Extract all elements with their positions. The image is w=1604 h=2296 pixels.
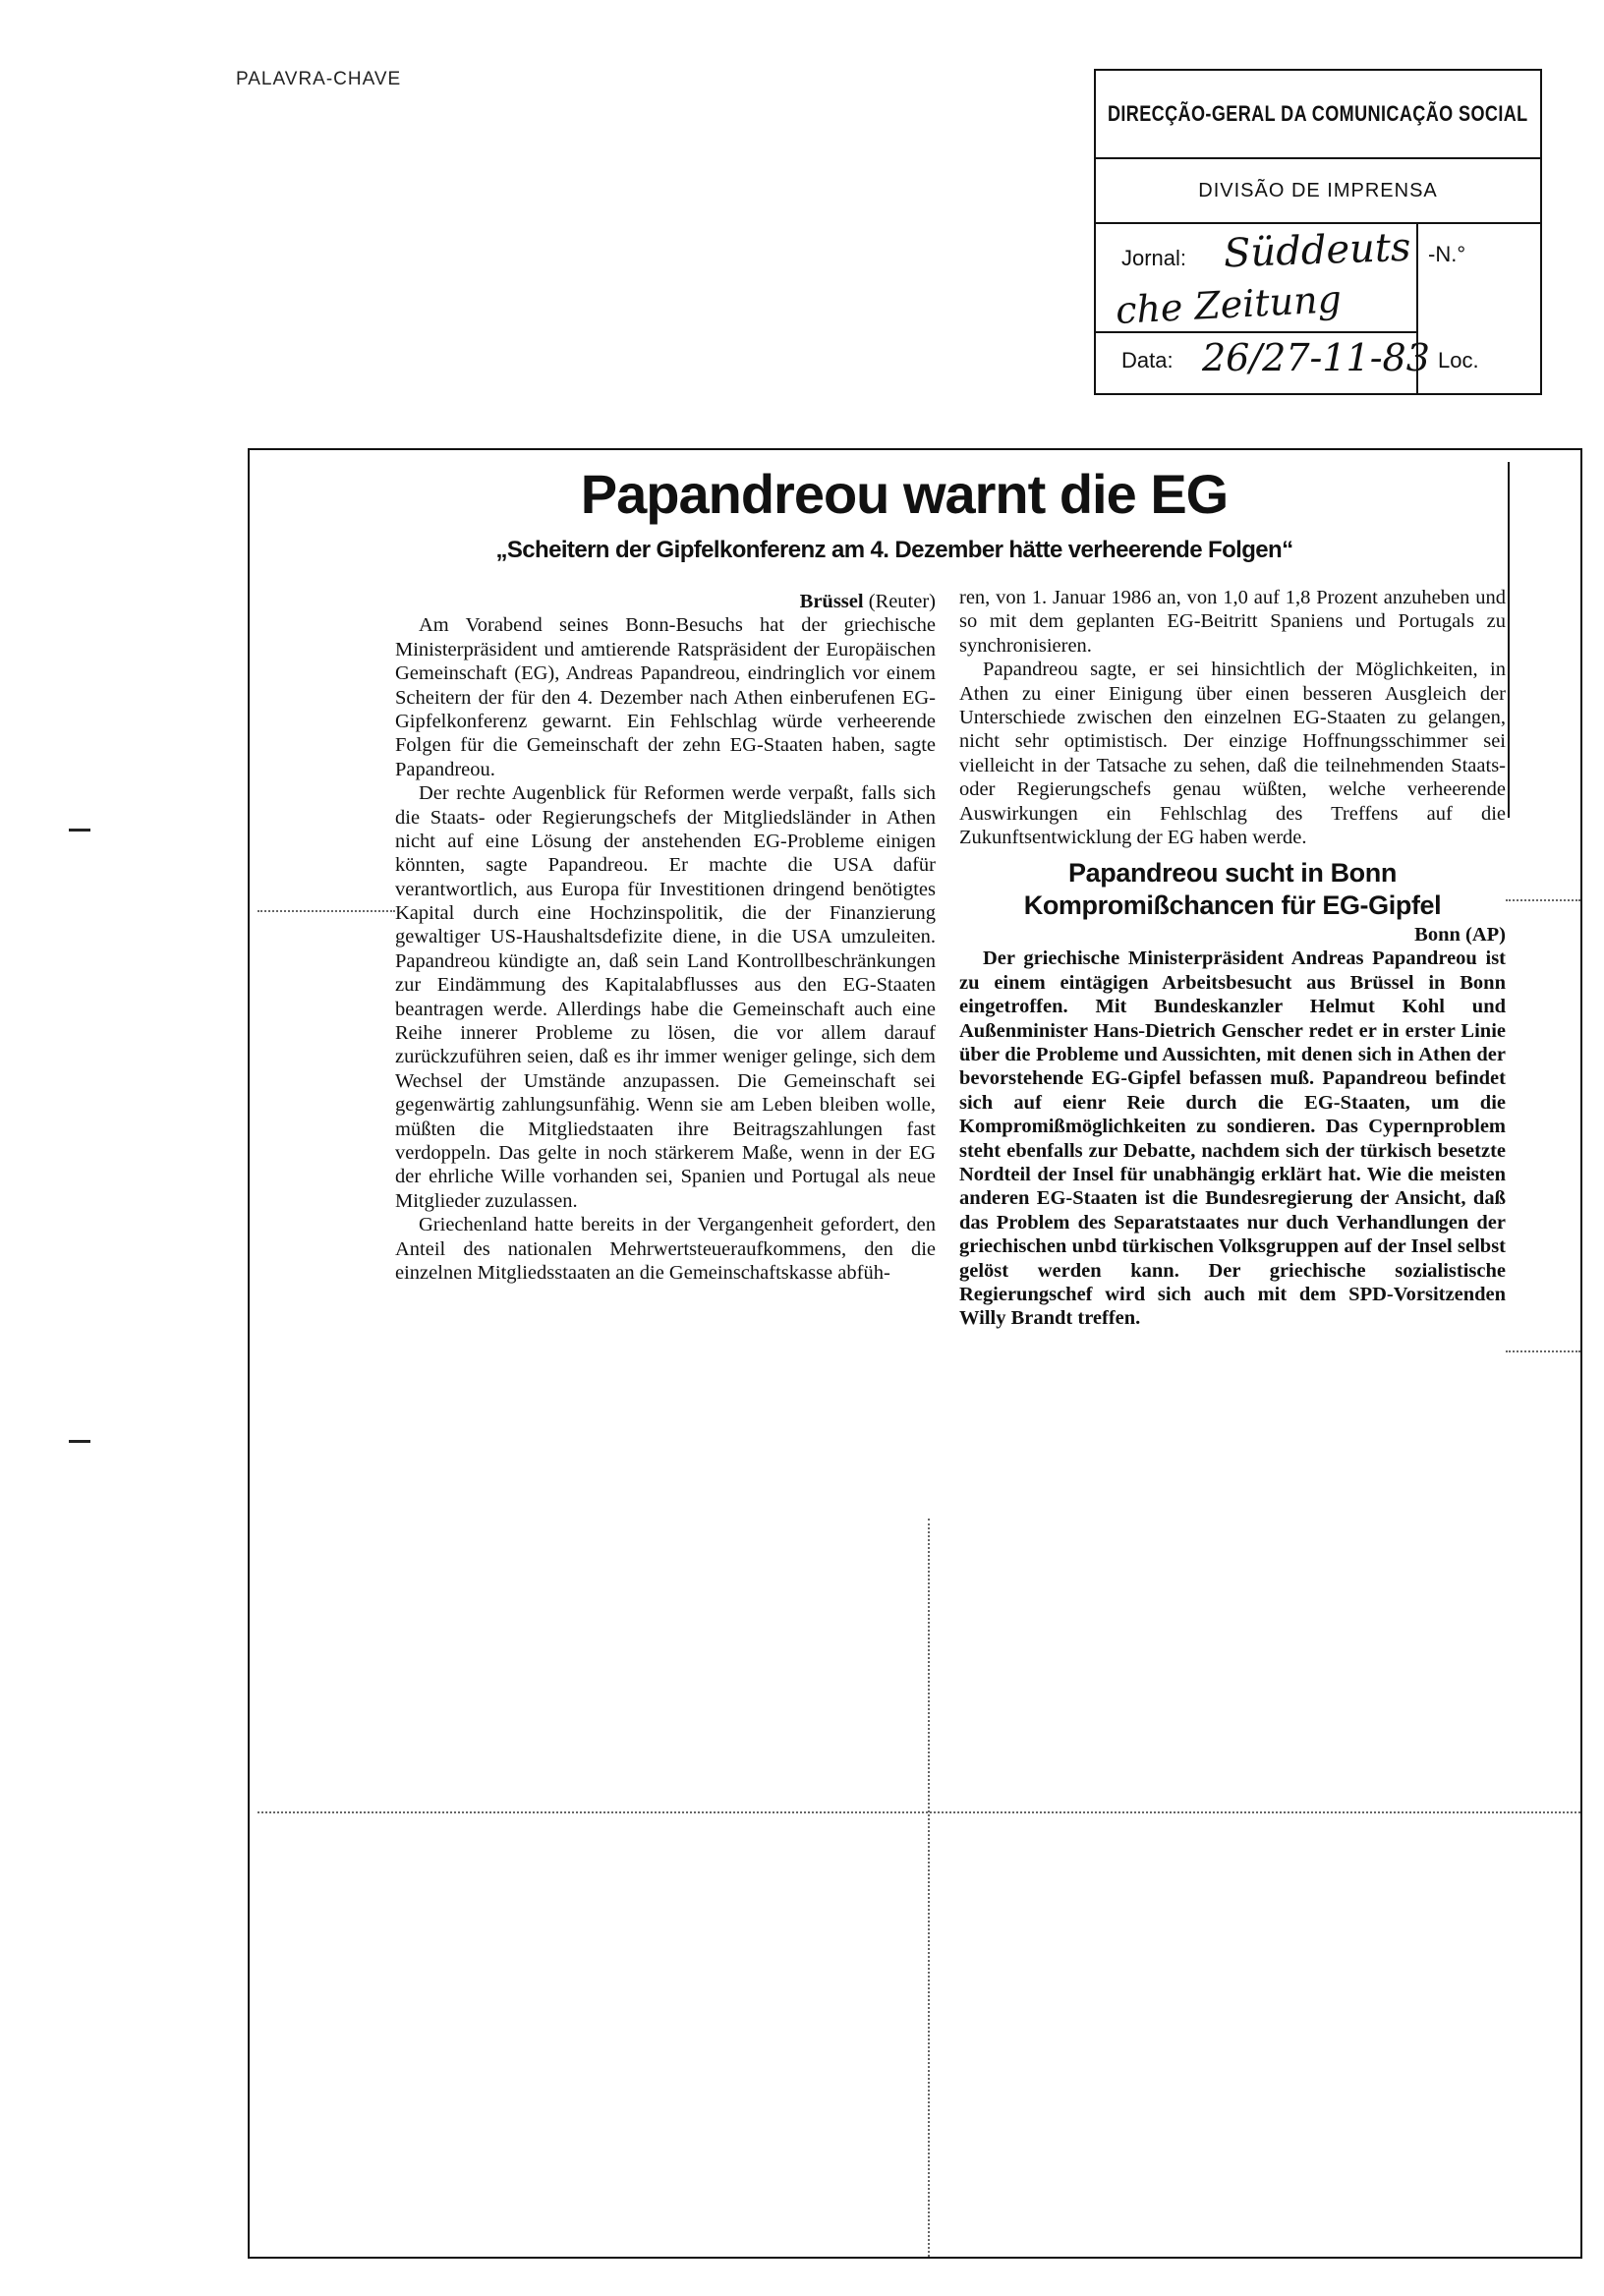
cut-guide <box>258 910 395 912</box>
stamp-loc-label: Loc. <box>1438 348 1479 373</box>
article-continuation: ren, von 1. Januar 1986 an, von 1,0 auf 1,8 Prozent anzuheben und so mit dem geplanten EG-Beitritt Spaniens und Portugals zu synchronisieren. <box>959 587 1506 657</box>
margin-tick <box>69 1440 90 1443</box>
second-article-body: Der griechische Ministerpräsident Andreas Papandreou ist zu einem eintägigen Arbeitsbesucht aus Brüssel in Bonn eingetroffen. Mit Bundeskanzler Helmut Kohl und Außenminister Hans-Dietrich Genscher redet er in erster Linie über die Probleme und Aussichten, mit denen sich in Athen der bevorstehende EG-Gipfel befassen muß. Papandreou befindet sich auf eienr Reie durch die EG-Staaten, um die Kompromißmöglichkeiten zu sondieren. Das Cypernproblem steht ebenfalls zur Debatte, nachdem sich der türkisch besetzte Nordteil der Insel für unabhängig erklärt hat. Wie die meisten anderen EG-Staaten ist die Bundesregierung der Ansicht, daß das Problem des Separatstaates nur duch Verhandlungen der griechischen unbd türkischen Volksgruppen auf der Insel selbst gelöst werden kann. Der griechische sozialistische Regierungschef wird sich auch mit dem SPD-Vorsitzenden Willy Brandt treffen. <box>959 947 1506 1330</box>
article-left-column <box>395 590 936 1285</box>
stamp-jornal-handwritten-2: che Zeitung <box>1115 277 1343 332</box>
stamp-agency: DIRECÇÃO-GERAL DA COMUNICAÇÃO SOCIAL <box>1108 101 1528 126</box>
article-right-column <box>959 586 1506 1331</box>
second-headline-line-1: Papandreou sucht in Bonn <box>1068 858 1397 889</box>
frame-inner-rule <box>1508 462 1510 818</box>
cut-guide <box>1506 1350 1580 1352</box>
second-article-byline: Bonn (AP) <box>1414 924 1506 947</box>
stamp-agency-row <box>1096 71 1540 159</box>
stamp-jornal-label: Jornal: <box>1121 246 1187 270</box>
article-headline: Papandreou warnt die EG <box>580 463 1229 525</box>
stamp-jornal-handwritten-1: Süddeuts <box>1223 224 1412 277</box>
cut-guide <box>258 1811 1580 1813</box>
cut-guide <box>928 1519 930 2257</box>
byline-agency: (Reuter) <box>868 591 936 612</box>
second-headline-line-2: Kompromißchancen für EG-Gipfel <box>1023 890 1442 920</box>
stamp-date-handwritten: 26/27-11-83 <box>1202 336 1430 379</box>
stamp-number-label: -N.° <box>1428 242 1466 266</box>
cut-guide <box>1506 899 1580 901</box>
stamp-division: DIVISÃO DE IMPRENSA <box>1096 159 1540 224</box>
keyword-label: PALAVRA-CHAVE <box>236 69 402 89</box>
stamp-date-label: Data: <box>1121 348 1174 373</box>
article-paragraph: Griechenland hatte bereits in der Vergangenheit gefordert, den Anteil des nationalen Mehrwertsteueraufkommens, den die einzelnen Mitgliedsstaaten an die Gemeinschaftskasse abfüh- <box>395 1214 936 1284</box>
archive-stamp <box>1094 69 1542 395</box>
article-paragraph: Der rechte Augenblick für Reformen werde verpaßt, falls sich die Staats- oder Regierungschefs der Mitgliedsländer in Athen nicht auf eine Lösung der anstehenden EG-Probleme einigen könnten, sagte Papandreou. Er machte die USA dafür verantwortlich, aus Europa für Investitionen dringend benötigtes Kapital durch eine Hochzinspolitik, die der Finanzierung gewaltiger US-Haushaltsdefizite diene, in die USA umzuleiten. Papandreou kündigte an, daß sein Land Kontrollbeschränkungen zur Eindämmung des Kapitalabflusses aus den EG-Staaten beantragen werde. Allerdings habe die Gemeinschaft auch eine Reihe innerer Probleme zu lösen, die vor allem darauf zurückzuführen seien, daß es ihr immer weniger gelinge, sich dem Wechsel der Umstände anzupassen. Die Gemeinschaft sei gegenwärtig zahlungsunfähig. Wenn sie am Leben bleiben wolle, müßten die Mitgliedstaaten ihre Beitragszahlungen fast verdoppeln. Das gelte in noch stärkerem Maße, wenn in der EG der ehrliche Wille vorhanden sei, Spanien und Portugal als neue Mitglieder zuzulassen. <box>395 782 936 1212</box>
margin-tick <box>69 829 90 832</box>
article-byline <box>395 590 936 613</box>
stamp-date-separator <box>1096 331 1416 333</box>
article-subheadline: „Scheitern der Gipfelkonferenz am 4. Dezember hätte verheerende Folgen“ <box>495 537 1293 563</box>
article-paragraph: Am Vorabend seines Bonn-Besuchs hat der griechische Ministerpräsident und amtierende Ratspräsident der Europäischen Gemeinschaft (EG), Andreas Papandreou, eindringlich vor einem Scheitern der für den 4. Dezember nach Athen einberufenen EG-Gipfelkonferenz gewarnt. Ein Fehlschlag würde verheerende Folgen für die Gemeinschaft der zehn EG-Staaten haben, sagte Papandreou. <box>395 614 936 780</box>
article-paragraph: Papandreou sagte, er sei hinsichtlich der Möglichkeiten, in Athen zu einer Einigung über einen besseren Ausgleich der Unterschiede zwischen den einzelnen EG-Staaten zu gelangen, nicht sehr optimistisch. Der einzige Hoffnungsschimmer sei vielleicht in der Tatsache zu sehen, daß die teilnehmenden Staats- oder Regierungschefs genau wüßten, welche verheerende Auswirkungen ein Fehlschlag des Treffens auf die Zukunftsentwicklung der EG haben werde. <box>959 659 1506 848</box>
byline-place: Brüssel <box>799 591 864 612</box>
second-article-headline <box>959 857 1506 921</box>
